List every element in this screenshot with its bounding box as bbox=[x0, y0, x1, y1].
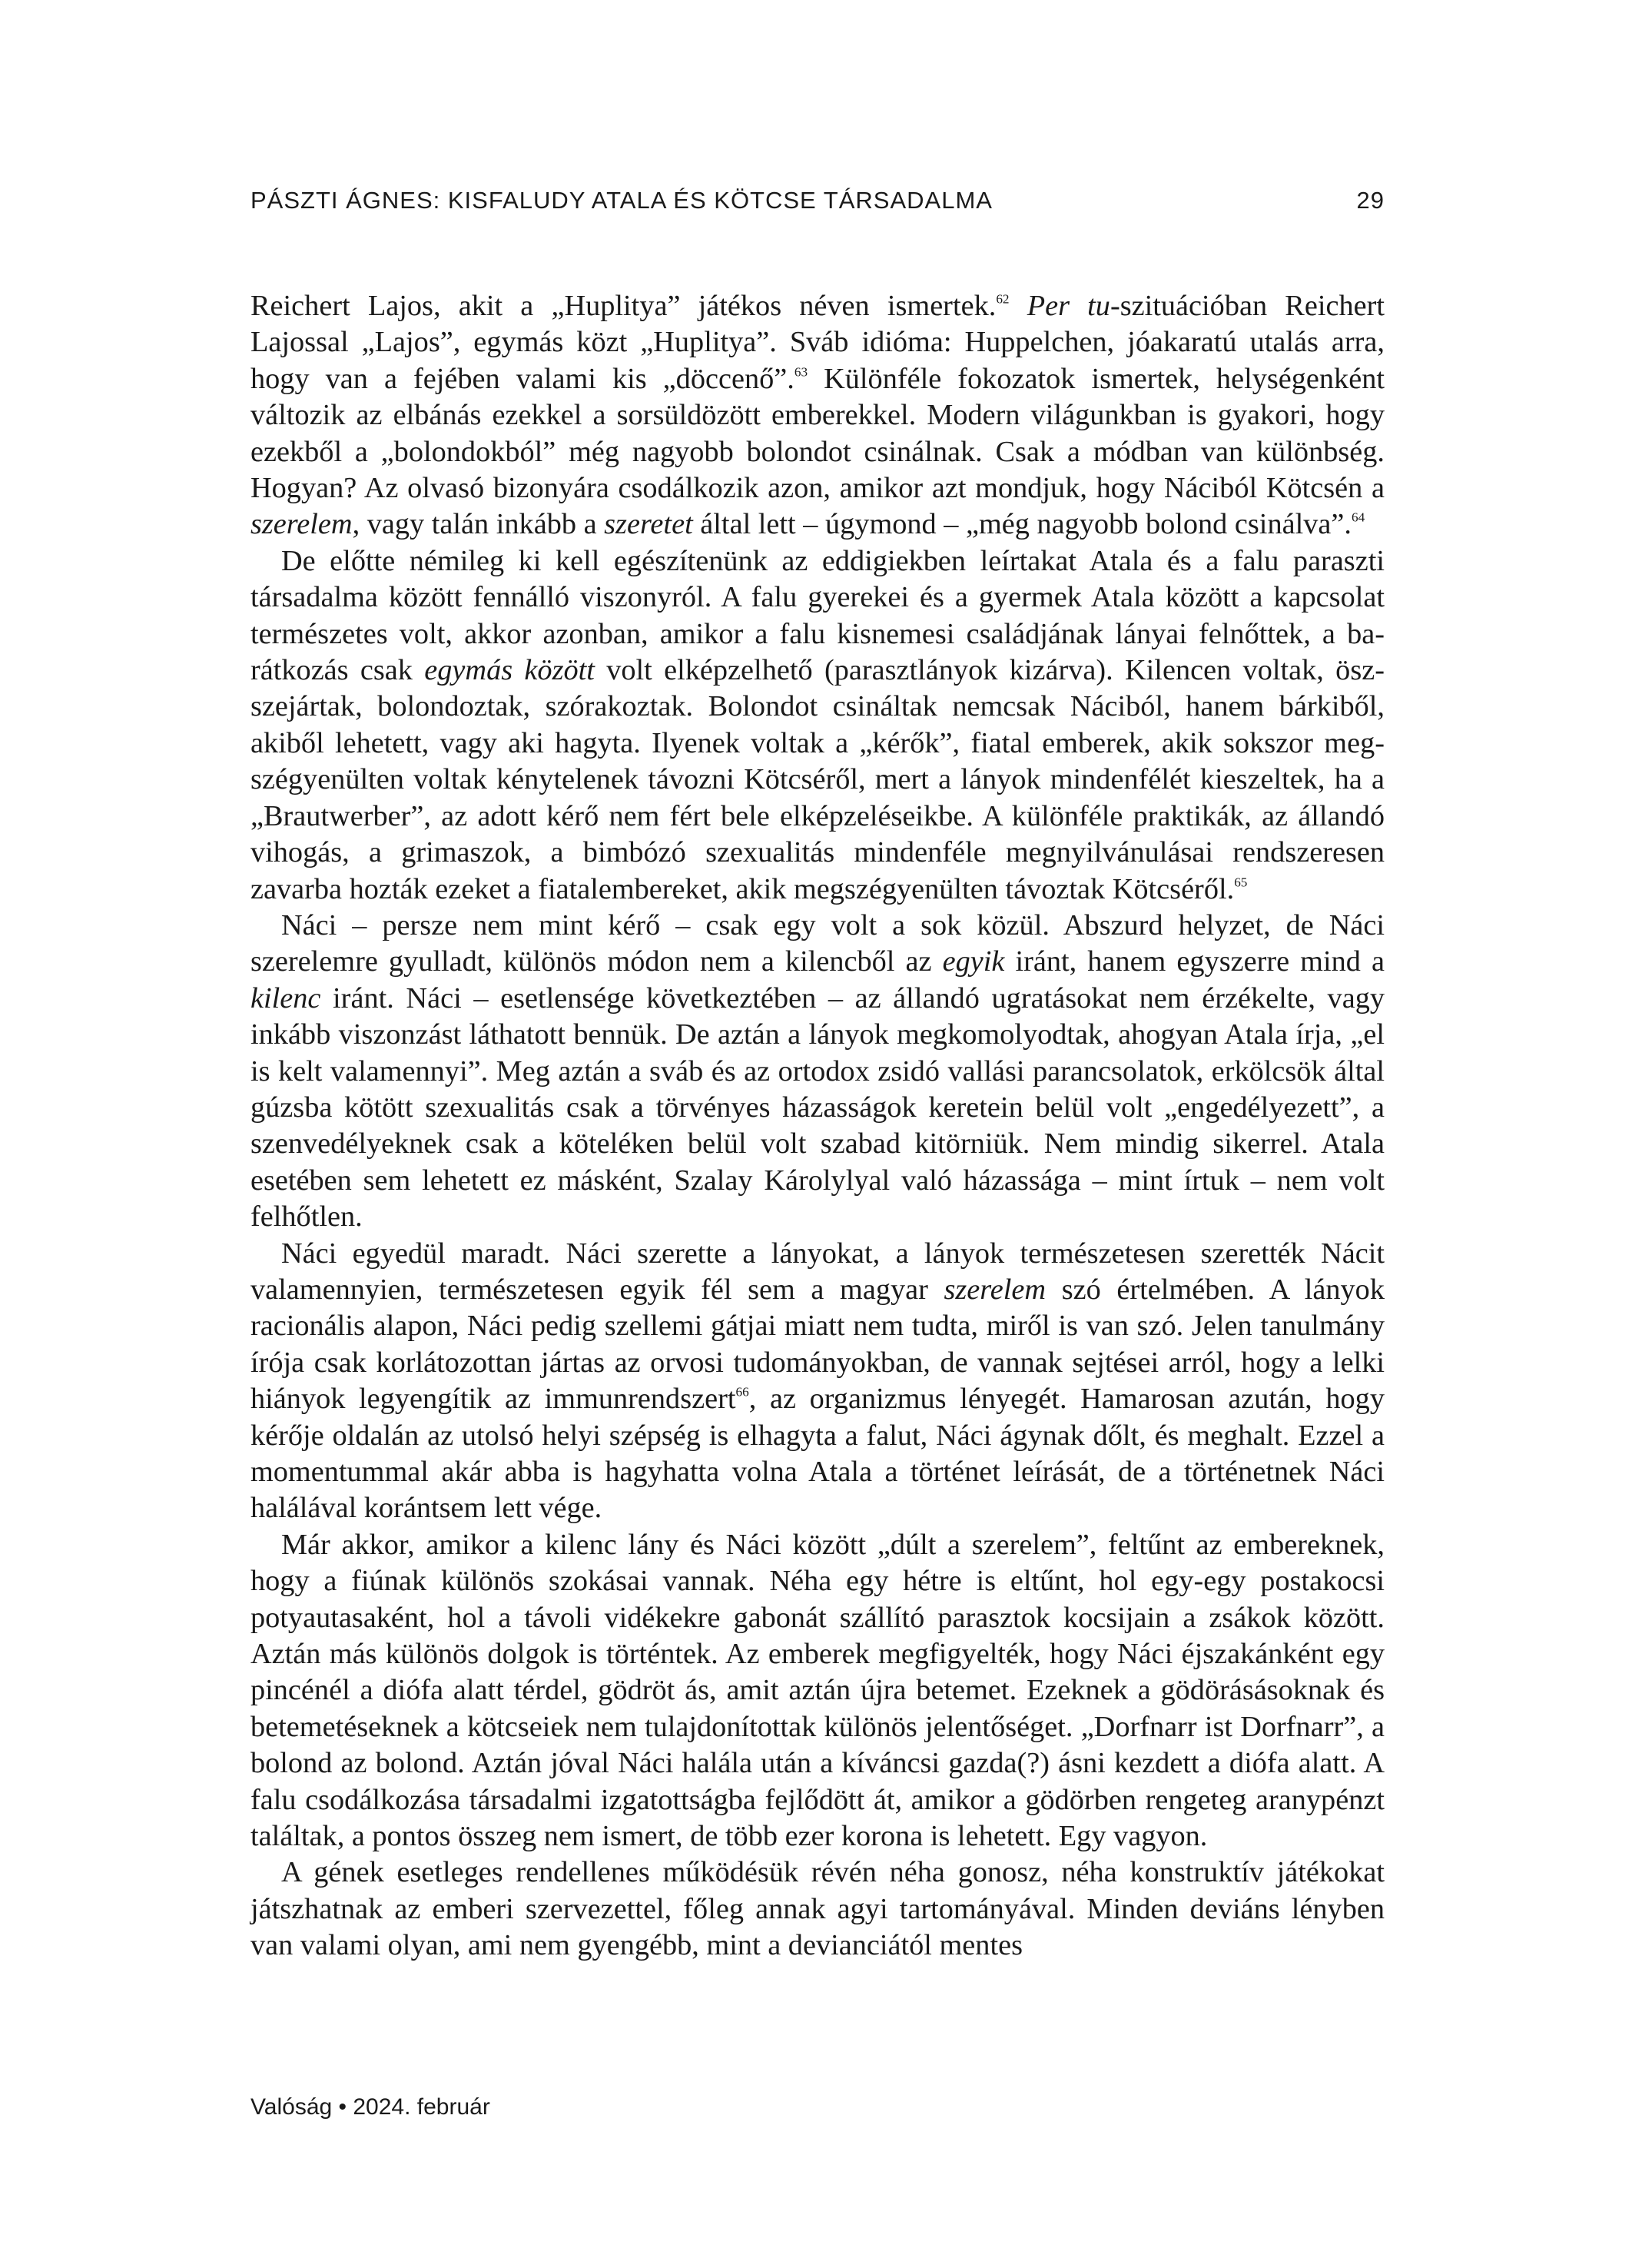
text-run: Már akkor, amikor a kilenc lány és Náci között „dúlt a szerelem”, feltűnt az embereknek, hogy a fiúnak különös szokásai vannak. Néha egy hétre is eltűnt, hol egy-egy postakocsi potyautasaként, hol a távoli vidékekre gabonát szállító parasztok kocsijain a zsákok között. Aztán más különös dolgok is történtek. Az emberek megfigyelték, hogy Náci éjszakánként egy pincénél a diófa alatt térdel, gödröt ás, amit aztán újra betemet. Ezeknek a gödörásásoknak és betemetéseknek a kötcseiek nem tulajdonítottak különös jelentőséget. „Dorfnarr ist Dorfnarr”, a bolond az bolond. Aztán jóval Náci halála után a kíváncsi gazda(?) ásni kezdett a diófa alatt. A falu csodálkozása társadalmi izgatottságba fejlődött át, amikor a gödörben rengeteg aranypénzt találtak, a pontos összeg nem ismert, de több ezer korona is lehetett. Egy vagyon. bbox=[250, 1528, 1385, 1853]
paragraph bbox=[250, 1236, 1385, 1527]
text-run bbox=[1010, 290, 1027, 322]
footer-publication: Valóság • 2024. február bbox=[250, 2094, 490, 2120]
emphasis-text: Per tu bbox=[1027, 290, 1110, 322]
emphasis-text: szerelem bbox=[250, 508, 353, 541]
footnote-reference: 66 bbox=[735, 1384, 749, 1400]
footnote-reference: 62 bbox=[996, 291, 1010, 307]
text-run: De előtte némileg ki kell egészítenünk az eddigiekben leírtakat Atala és a falu paraszti társadalma között fennálló viszonyról. A falu gyerekei és a gyermek Atala között a kapcsolat természetes volt, akkor azonban, amikor a falu kisnemesi családjának lányai felnőttek, a barátkozás csak bbox=[250, 544, 1385, 687]
article-body bbox=[250, 288, 1385, 1964]
paragraph bbox=[250, 1855, 1385, 1964]
running-header bbox=[250, 187, 1385, 214]
text-run: által lett – úgymond – „még nagyobb bolond csinálva”. bbox=[692, 508, 1352, 541]
text-run: -szituációban Reichert Lajossal „Lajos”, egymás közt „Huplitya”. Sváb idióma: Huppelchen, jóakaratú utalás arra, hogy van a fejében valami kis „döccenő”. bbox=[250, 290, 1385, 395]
text-run: szó értelmében. A lányok racionális alapon, Náci pedig szellemi gátjai miatt nem tudta, miről is van szó. Jelen tanulmány írója csak korlátozottan jártas az orvosi tudományokban, de vannak sejtései arról, hogy a lelki hiányok legyengítik az immunrendszert bbox=[250, 1273, 1385, 1416]
running-title: PÁSZTI ÁGNES: KISFALUDY ATALA ÉS KÖTCSE TÁRSADALMA bbox=[250, 187, 993, 214]
footnote-reference: 65 bbox=[1234, 875, 1248, 889]
emphasis-text: egyik bbox=[942, 945, 1005, 978]
paragraph bbox=[250, 288, 1385, 543]
text-run: Náci egyedül maradt. Náci szerette a lányokat, a lányok természetesen szerették Nácit valamennyien, természetesen egyik fél sem a magyar bbox=[250, 1237, 1385, 1306]
text-run: , az organizmus lényegét. Hamarosan azután, hogy kérője oldalán az utolsó helyi szépség is elhagyta a falut, Náci ágynak dőlt, és meghalt. Ezzel a momentummal akár abba is hagyhatta volna Atala a történet leírását, de a történetnek Náci halálával korántsem lett vége. bbox=[250, 1383, 1385, 1525]
footnote-reference: 64 bbox=[1351, 510, 1365, 525]
emphasis-text: kilenc bbox=[250, 981, 321, 1014]
text-run: , vagy talán inkább a bbox=[352, 508, 605, 541]
text-run: Reichert Lajos, akit a „Huplitya” játékos néven ismertek. bbox=[250, 290, 997, 322]
emphasis-text: egymás között bbox=[424, 654, 595, 687]
emphasis-text: szeretet bbox=[604, 508, 693, 541]
text-run: A gének esetleges rendellenes működésük révén néha gonosz, néha konstruktív játékokat játszhatnak az emberi szervezettel, főleg annak agyi tartományával. Minden deviáns lényben van valami olyan, ami nem gyengébb, mint a devianciától mentes bbox=[250, 1856, 1385, 1962]
paragraph bbox=[250, 543, 1385, 908]
emphasis-text: szerelem bbox=[944, 1273, 1047, 1306]
paragraph bbox=[250, 908, 1385, 1236]
text-run: iránt. Náci – esetlensége következtében – az állandó ugratásokat nem érzékelte, vagy inkább viszonzást láthatott bennük. De aztán a lányok megkomolyodtak, ahogyan Atala írja, „el is kelt valamennyi”. Meg aztán a sváb és az ortodox zsidó vallási parancsolatok, erkölcsök által gúzsba kötött szexualitás csak a törvényes házasságok keretein belül volt „engedélyezett”, a szenvedélyeknek csak a köteléken belül volt szabad kitörniük. Nem mindig sikerrel. Atala esetében sem lehetett ez másként, Szalay Károlylyal való házassága – mint írtuk – nem volt felhőtlen. bbox=[250, 981, 1385, 1234]
text-run: iránt, hanem egyszerre mind a bbox=[1004, 945, 1385, 978]
text-run: volt elképzelhető (parasztlányok kizárva). Kilencen voltak, öszszejártak, bolondoztak, szórakoztak. Bolondot csináltak nemcsak Náciból, hanem bárkiből, akiből lehetett, vagy aki hagyta. Ilyenek voltak a „kérők”, fiatal emberek, akik sokszor megszégyenülten voltak kénytelenek távozni Kötcséről, mert a lányok mindenfélét kieszeltek, ha a „Brautwerber”, az adott kérő nem fért bele elképzeléseikbe. A különféle praktikák, az állandó vihogás, a grimaszok, a bimbózó szexualitás mindenféle megnyilvánulásai rendszeresen zavarba hozták ezeket a fiatalembereket, akik megszégyenülten távoztak Kötcséről. bbox=[250, 654, 1385, 905]
footnote-reference: 63 bbox=[794, 364, 808, 380]
paragraph bbox=[250, 1527, 1385, 1855]
text-run: Náci – persze nem mint kérő – csak egy volt a sok közül. Abszurd helyzet, de Náci szerelemre gyulladt, különös módon nem a kilencből az bbox=[250, 908, 1385, 978]
page-number: 29 bbox=[1356, 187, 1385, 214]
text-run: Különféle fokozatok ismertek, helységenként változik az elbánás ezekkel a sorsüldözött emberekkel. Modern világunkban is gyakori, hogy ezekből a „bolondokból” még nagyobb bolondot csinálnak. Csak a módban van különbség. Hogyan? Az olvasó bizonyára csodálkozik azon, amikor azt mondjuk, hogy Náciból Kötcsén a bbox=[250, 362, 1385, 505]
